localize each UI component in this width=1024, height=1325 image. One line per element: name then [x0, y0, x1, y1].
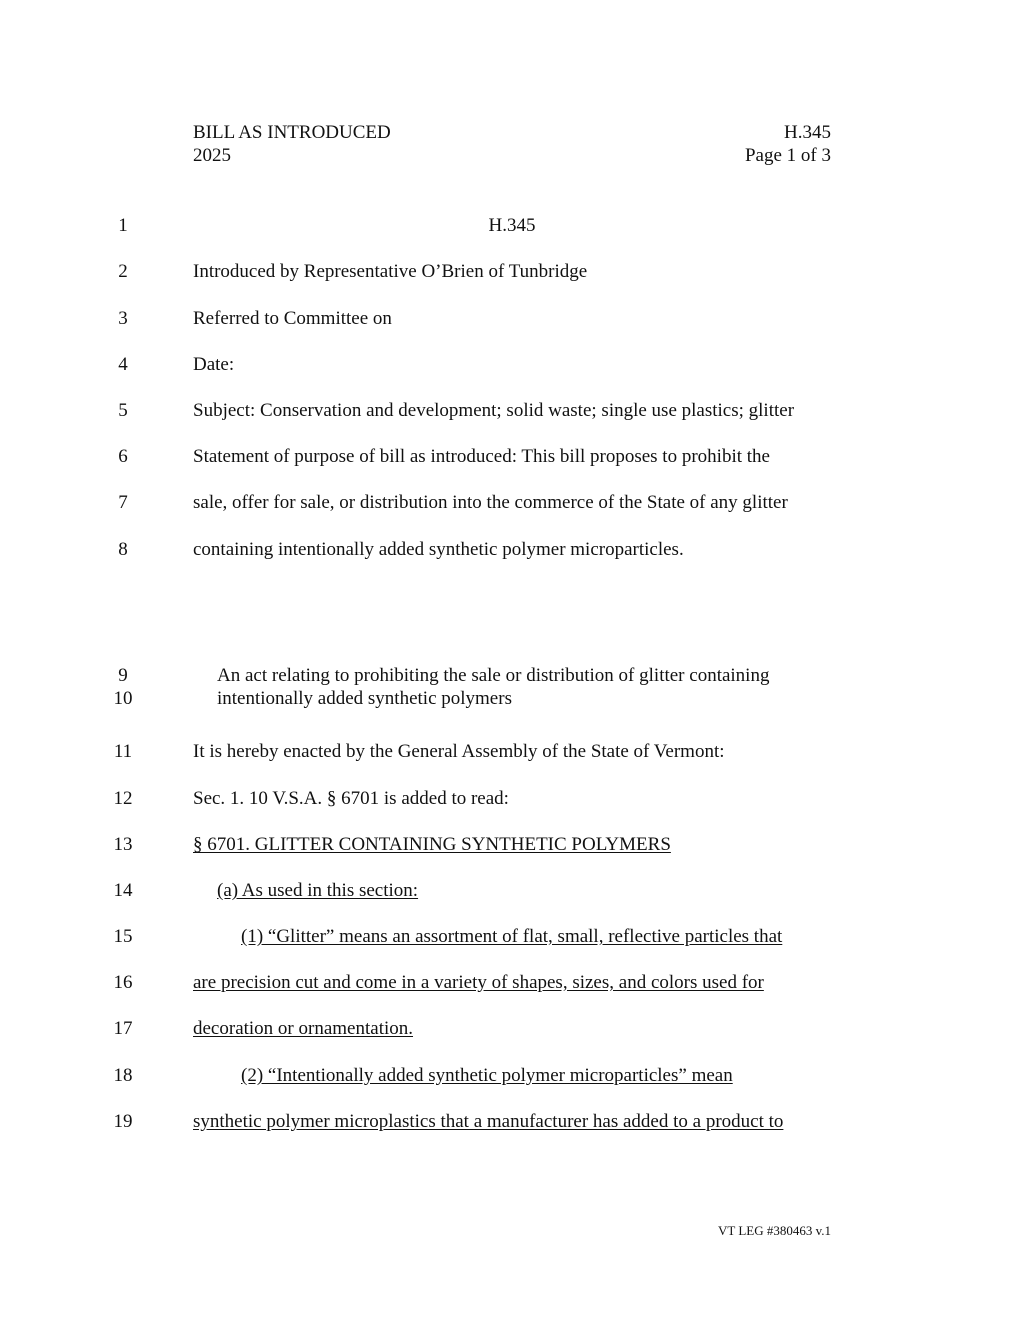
definition-glitter: (1) “Glitter” means an assortment of flat, small, reflective particles that	[241, 926, 783, 947]
line-number: 2	[118, 261, 128, 282]
line-number: 11	[113, 741, 133, 762]
line-number: 18	[113, 1065, 133, 1086]
line-number: 9	[118, 665, 128, 686]
definition-1-end-wrap	[193, 1019, 413, 1038]
referred-to-committee: Referred to Committee on	[193, 308, 392, 329]
line-number: 7	[118, 492, 128, 513]
section-intro: Sec. 1. 10 V.S.A. § 6701 is added to read:	[193, 788, 509, 809]
date-line: Date:	[193, 354, 235, 375]
definition-microparticles: (2) “Intentionally added synthetic polymer microparticles” mean	[241, 1065, 733, 1086]
act-title: An act relating to prohibiting the sale or distribution of glitter containing	[217, 665, 770, 686]
definition-1-wrap	[241, 927, 782, 946]
header-year: 2025	[193, 145, 231, 166]
line-number: 12	[113, 788, 133, 809]
line-number: 6	[118, 446, 128, 467]
definition-1-cont-wrap	[193, 973, 764, 992]
line-number: 13	[113, 834, 133, 855]
section-heading: § 6701. GLITTER CONTAINING SYNTHETIC POLYMERS	[193, 834, 671, 855]
act-title-continued: intentionally added synthetic polymers	[217, 688, 512, 709]
line-number: 4	[118, 354, 128, 375]
header-page-number: Page 1 of 3	[744, 145, 831, 166]
statement-of-purpose: Statement of purpose of bill as introduced: This bill proposes to prohibit the	[193, 446, 770, 467]
section-heading-wrap	[193, 835, 671, 854]
footer-document-id: VT LEG #380463 v.1	[717, 1223, 831, 1238]
subject-line: Subject: Conservation and development; solid waste; single use plastics; glitter	[193, 400, 795, 421]
line-number: 19	[113, 1111, 133, 1132]
line-number: 8	[118, 539, 128, 560]
subsection-a: (a) As used in this section:	[217, 880, 419, 901]
enacting-clause: It is hereby enacted by the General Assembly of the State of Vermont:	[193, 741, 725, 762]
line-number: 17	[113, 1018, 133, 1039]
introduced-by: Introduced by Representative O’Brien of Tunbridge	[193, 261, 588, 282]
definition-microparticles-continued: synthetic polymer microplastics that a manufacturer has added to a product to	[193, 1111, 784, 1132]
line-number: 15	[113, 926, 133, 947]
line-number: 14	[113, 880, 133, 901]
header-bill-number: H.345	[784, 122, 831, 143]
body-text-line: containing intentionally added synthetic polymer microparticles.	[193, 539, 684, 560]
line-number: 3	[118, 308, 128, 329]
definition-2-cont-wrap	[193, 1112, 783, 1131]
definition-2-wrap	[241, 1066, 733, 1085]
body-text-line: sale, offer for sale, or distribution into the commerce of the State of any glitter	[193, 492, 788, 513]
line-number: 1	[118, 215, 128, 236]
definition-glitter-continued: are precision cut and come in a variety of shapes, sizes, and colors used for	[193, 972, 764, 993]
line-number: 10	[113, 688, 133, 709]
line-number: 16	[113, 972, 133, 993]
definition-glitter-end: decoration or ornamentation.	[193, 1018, 414, 1039]
line-number: 5	[118, 400, 128, 421]
header-bill-status: BILL AS INTRODUCED	[193, 122, 391, 143]
subsection-a-wrap	[217, 881, 418, 900]
bill-title: H.345	[488, 215, 536, 236]
